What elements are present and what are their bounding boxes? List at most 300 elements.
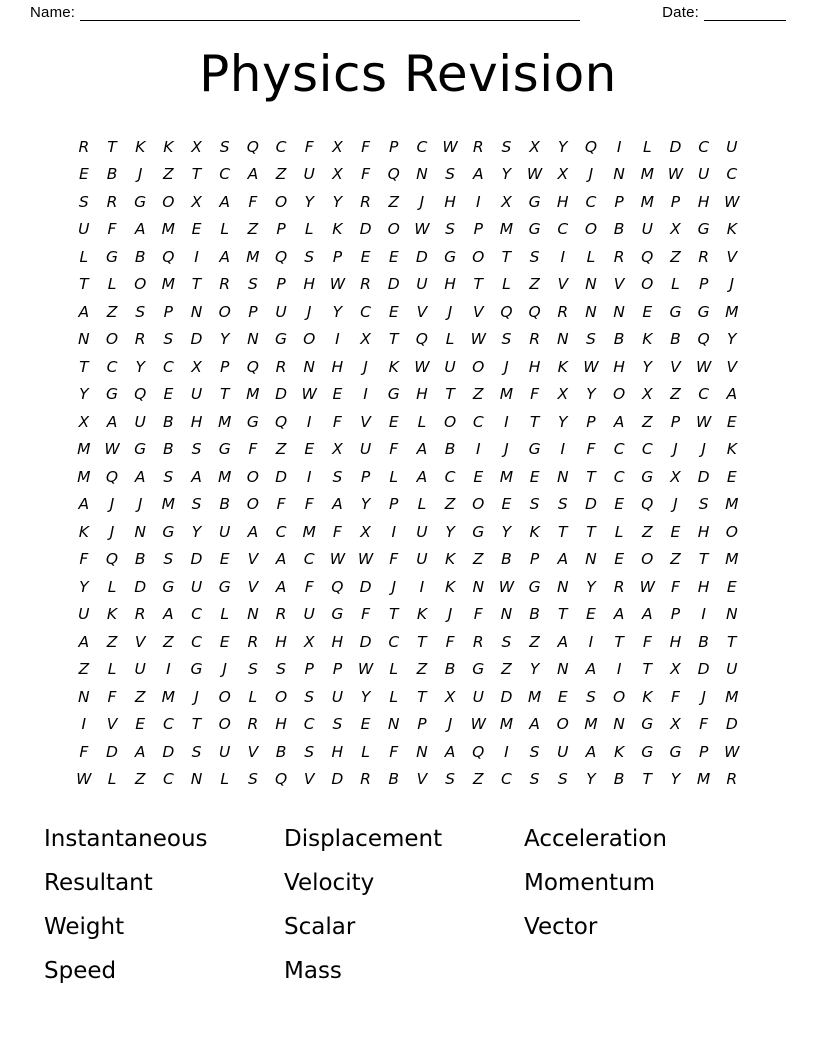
grid-cell[interactable]: E [557, 687, 569, 706]
grid-cell[interactable]: V [247, 742, 259, 761]
grid-cell[interactable]: E [191, 220, 202, 239]
grid-cell[interactable]: F [332, 522, 343, 541]
grid-cell[interactable]: T [529, 412, 540, 431]
grid-cell[interactable]: Y [558, 412, 568, 431]
grid-cell[interactable]: W [695, 412, 712, 431]
grid-cell[interactable]: M [499, 385, 514, 404]
grid-cell[interactable]: X [670, 715, 682, 734]
grid-cell[interactable]: V [416, 770, 428, 789]
grid-cell[interactable]: P [276, 275, 287, 294]
grid-cell[interactable]: G [472, 522, 485, 541]
grid-cell[interactable]: A [444, 742, 456, 761]
grid-cell[interactable]: F [107, 220, 117, 239]
grid-cell[interactable]: W [583, 357, 600, 376]
grid-cell[interactable]: A [191, 467, 203, 486]
grid-cell[interactable]: J [729, 275, 735, 294]
grid-cell[interactable]: N [190, 770, 203, 789]
grid-cell[interactable]: E [360, 247, 371, 266]
grid-cell[interactable]: C [162, 715, 175, 734]
grid-cell[interactable]: G [528, 577, 542, 596]
grid-cell[interactable]: S [247, 660, 259, 679]
grid-cell[interactable]: U [219, 522, 231, 541]
grid-cell[interactable]: D [584, 495, 598, 514]
grid-cell[interactable]: J [504, 357, 510, 376]
grid-cell[interactable]: A [219, 247, 231, 266]
grid-cell[interactable]: Z [106, 302, 118, 321]
grid-cell[interactable]: I [504, 412, 510, 431]
word-list-item[interactable]: Vector [524, 914, 598, 940]
grid-cell[interactable]: E [135, 715, 146, 734]
grid-cell[interactable]: K [557, 357, 569, 376]
grid-cell[interactable]: I [363, 385, 369, 404]
grid-cell[interactable]: Y [332, 192, 343, 211]
grid-cell[interactable]: S [529, 770, 540, 789]
grid-cell[interactable]: R [78, 137, 90, 156]
grid-cell[interactable]: B [670, 330, 682, 349]
grid-cell[interactable]: X [557, 385, 569, 404]
grid-cell[interactable]: W [329, 550, 346, 569]
grid-cell[interactable]: J [673, 440, 679, 459]
grid-cell[interactable]: M [161, 275, 176, 294]
grid-cell[interactable]: N [78, 687, 91, 706]
grid-cell[interactable]: S [445, 770, 456, 789]
grid-cell[interactable]: H [303, 275, 316, 294]
grid-cell[interactable]: H [331, 742, 344, 761]
grid-cell[interactable]: I [616, 137, 622, 156]
grid-cell[interactable]: N [556, 577, 570, 596]
grid-cell[interactable]: Q [105, 467, 119, 486]
grid-cell[interactable]: N [613, 715, 626, 734]
word-list-item[interactable]: Velocity [284, 870, 375, 896]
grid-cell[interactable]: L [107, 770, 117, 789]
grid-cell[interactable]: Z [275, 440, 287, 459]
grid-cell[interactable]: C [191, 605, 203, 624]
grid-cell[interactable]: Y [501, 522, 512, 541]
grid-cell[interactable]: U [190, 385, 203, 404]
grid-cell[interactable]: K [444, 550, 456, 569]
grid-cell[interactable]: G [218, 440, 232, 459]
grid-cell[interactable]: O [218, 715, 232, 734]
grid-cell[interactable]: P [473, 220, 484, 239]
grid-cell[interactable]: L [586, 247, 596, 266]
grid-cell[interactable]: U [190, 577, 203, 596]
grid-cell[interactable]: G [387, 385, 401, 404]
grid-cell[interactable]: W [724, 192, 740, 211]
grid-cell[interactable]: X [332, 165, 344, 184]
grid-cell[interactable]: X [191, 192, 203, 211]
grid-cell[interactable]: L [389, 467, 399, 486]
grid-cell[interactable]: K [726, 220, 738, 239]
grid-cell[interactable]: U [416, 275, 429, 294]
grid-cell[interactable]: Z [641, 412, 654, 431]
grid-cell[interactable]: Y [304, 192, 315, 211]
grid-cell[interactable]: F [79, 742, 89, 761]
grid-cell[interactable]: E [388, 302, 400, 321]
grid-cell[interactable]: L [220, 220, 230, 239]
grid-cell[interactable]: S [501, 137, 512, 156]
grid-cell[interactable]: S [135, 302, 146, 321]
grid-cell[interactable]: R [247, 715, 259, 734]
grid-cell[interactable]: A [585, 742, 597, 761]
grid-cell[interactable]: M [246, 385, 261, 404]
word-list-item[interactable]: Speed [44, 958, 117, 984]
grid-cell[interactable]: L [614, 522, 624, 541]
grid-cell[interactable]: L [417, 412, 427, 431]
grid-cell[interactable]: B [163, 440, 175, 459]
grid-cell[interactable]: F [79, 550, 89, 569]
grid-cell[interactable]: U [303, 165, 316, 184]
grid-cell[interactable]: S [529, 247, 540, 266]
grid-cell[interactable]: C [557, 220, 569, 239]
grid-cell[interactable]: T [107, 137, 118, 156]
grid-cell[interactable]: N [134, 522, 147, 541]
grid-cell[interactable]: A [726, 385, 738, 404]
grid-cell[interactable]: F [389, 742, 399, 761]
grid-cell[interactable]: N [585, 302, 598, 321]
grid-cell[interactable]: C [303, 715, 316, 734]
grid-cell[interactable]: O [641, 275, 654, 294]
grid-cell[interactable]: P [614, 192, 625, 211]
grid-cell[interactable]: L [220, 605, 230, 624]
grid-cell[interactable]: Y [135, 357, 146, 376]
grid-cell[interactable]: P [248, 302, 259, 321]
grid-cell[interactable]: Q [500, 302, 514, 321]
grid-cell[interactable]: N [416, 742, 429, 761]
grid-cell[interactable]: Z [163, 632, 175, 651]
grid-cell[interactable]: B [529, 605, 541, 624]
grid-cell[interactable]: T [445, 385, 456, 404]
grid-cell[interactable]: K [332, 220, 343, 239]
grid-cell[interactable]: J [109, 522, 115, 541]
grid-cell[interactable]: T [417, 632, 428, 651]
grid-cell[interactable]: H [697, 192, 710, 211]
grid-cell[interactable]: P [670, 192, 681, 211]
grid-cell[interactable]: C [472, 412, 485, 431]
grid-cell[interactable]: X [670, 467, 682, 486]
grid-cell[interactable]: Q [697, 330, 711, 349]
grid-cell[interactable]: N [472, 577, 485, 596]
word-list-item[interactable]: Weight [44, 914, 125, 940]
grid-cell[interactable]: J [222, 660, 228, 679]
grid-cell[interactable]: X [557, 165, 569, 184]
grid-cell[interactable]: T [79, 357, 90, 376]
grid-cell[interactable]: W [76, 770, 92, 789]
grid-cell[interactable]: M [725, 687, 739, 706]
grid-cell[interactable]: S [529, 742, 540, 761]
grid-cell[interactable]: B [613, 330, 625, 349]
grid-cell[interactable]: S [163, 330, 174, 349]
grid-cell[interactable]: A [416, 467, 428, 486]
grid-cell[interactable]: H [613, 357, 626, 376]
grid-cell[interactable]: S [247, 275, 259, 294]
grid-cell[interactable]: M [527, 687, 542, 706]
grid-cell[interactable]: I [588, 632, 594, 651]
grid-cell[interactable]: T [191, 165, 202, 184]
grid-cell[interactable]: Y [219, 330, 230, 349]
grid-cell[interactable]: K [642, 330, 653, 349]
grid-cell[interactable]: E [529, 467, 540, 486]
grid-cell[interactable]: G [444, 247, 457, 266]
grid-cell[interactable]: K [163, 137, 174, 156]
grid-cell[interactable]: Y [642, 357, 653, 376]
grid-cell[interactable]: N [500, 605, 513, 624]
grid-cell[interactable]: G [246, 412, 260, 431]
grid-cell[interactable]: X [191, 357, 203, 376]
grid-cell[interactable]: G [275, 330, 288, 349]
grid-cell[interactable]: I [560, 247, 566, 266]
grid-cell[interactable]: C [698, 385, 710, 404]
grid-cell[interactable]: E [670, 522, 681, 541]
grid-cell[interactable]: R [698, 247, 710, 266]
grid-cell[interactable]: S [78, 192, 90, 211]
grid-cell[interactable]: P [304, 660, 315, 679]
grid-cell[interactable]: T [79, 275, 90, 294]
grid-cell[interactable]: I [419, 577, 425, 596]
grid-cell[interactable]: O [584, 220, 598, 239]
grid-cell[interactable]: Z [247, 220, 259, 239]
grid-cell[interactable]: J [673, 495, 679, 514]
grid-cell[interactable]: A [613, 605, 625, 624]
grid-cell[interactable]: K [106, 605, 118, 624]
grid-cell[interactable]: S [304, 687, 315, 706]
grid-cell[interactable]: A [219, 192, 231, 211]
grid-cell[interactable]: X [501, 192, 513, 211]
grid-cell[interactable]: P [417, 715, 428, 734]
grid-cell[interactable]: M [161, 220, 176, 239]
grid-cell[interactable]: I [335, 330, 341, 349]
grid-cell[interactable]: D [162, 742, 175, 761]
grid-cell[interactable]: L [107, 577, 117, 596]
grid-cell[interactable]: M [725, 302, 739, 321]
grid-cell[interactable]: F [304, 577, 315, 596]
grid-cell[interactable]: C [698, 137, 710, 156]
grid-cell[interactable]: U [557, 742, 569, 761]
grid-cell[interactable]: F [248, 440, 258, 459]
grid-cell[interactable]: G [528, 220, 542, 239]
grid-cell[interactable]: G [669, 302, 682, 321]
grid-cell[interactable]: V [247, 577, 259, 596]
grid-cell[interactable]: R [219, 275, 231, 294]
grid-cell[interactable]: T [191, 715, 202, 734]
grid-cell[interactable]: S [501, 632, 512, 651]
grid-cell[interactable]: Y [586, 770, 597, 789]
grid-cell[interactable]: N [556, 467, 570, 486]
grid-cell[interactable]: C [191, 632, 203, 651]
grid-cell[interactable]: F [445, 632, 456, 651]
grid-cell[interactable]: H [444, 275, 457, 294]
grid-cell[interactable]: Z [529, 275, 541, 294]
grid-cell[interactable]: V [134, 632, 146, 651]
grid-cell[interactable]: E [726, 577, 738, 596]
grid-cell[interactable]: G [641, 742, 654, 761]
grid-cell[interactable]: C [303, 550, 316, 569]
grid-cell[interactable]: Q [584, 137, 598, 156]
grid-cell[interactable]: S [332, 715, 343, 734]
grid-cell[interactable]: Z [275, 165, 287, 184]
grid-cell[interactable]: O [556, 715, 570, 734]
grid-cell[interactable]: Q [162, 247, 175, 266]
grid-cell[interactable]: B [613, 220, 625, 239]
grid-cell[interactable]: R [557, 302, 569, 321]
grid-cell[interactable]: I [306, 467, 312, 486]
grid-cell[interactable]: N [585, 550, 598, 569]
grid-cell[interactable]: G [190, 660, 204, 679]
grid-cell[interactable]: V [303, 770, 316, 789]
grid-cell[interactable]: N [613, 165, 626, 184]
grid-cell[interactable]: M [246, 247, 261, 266]
grid-cell[interactable]: V [557, 275, 569, 294]
grid-cell[interactable]: H [697, 577, 710, 596]
grid-cell[interactable]: S [332, 467, 343, 486]
grid-cell[interactable]: A [163, 605, 175, 624]
grid-cell[interactable]: Q [641, 495, 654, 514]
grid-cell[interactable]: C [162, 357, 175, 376]
grid-cell[interactable]: L [417, 495, 427, 514]
grid-cell[interactable]: I [391, 522, 397, 541]
grid-cell[interactable]: E [473, 467, 484, 486]
grid-cell[interactable]: B [134, 247, 146, 266]
grid-cell[interactable]: Z [134, 687, 146, 706]
grid-cell[interactable]: U [331, 687, 344, 706]
grid-cell[interactable]: F [389, 550, 399, 569]
grid-cell[interactable]: G [528, 192, 542, 211]
grid-cell[interactable]: G [134, 192, 147, 211]
grid-cell[interactable]: U [134, 660, 147, 679]
grid-cell[interactable]: R [613, 247, 625, 266]
grid-cell[interactable]: K [416, 605, 428, 624]
grid-cell[interactable]: D [359, 632, 373, 651]
grid-cell[interactable]: V [247, 550, 259, 569]
grid-cell[interactable]: S [557, 495, 569, 514]
grid-cell[interactable]: O [134, 275, 147, 294]
grid-cell[interactable]: O [472, 357, 485, 376]
grid-cell[interactable]: V [613, 275, 625, 294]
grid-cell[interactable]: P [163, 302, 174, 321]
grid-cell[interactable]: E [726, 412, 738, 431]
grid-cell[interactable]: T [558, 605, 568, 624]
grid-cell[interactable]: B [388, 770, 400, 789]
grid-cell[interactable]: S [191, 495, 202, 514]
grid-cell[interactable]: O [218, 302, 232, 321]
grid-cell[interactable]: I [504, 742, 510, 761]
grid-cell[interactable]: D [387, 275, 401, 294]
grid-cell[interactable]: Z [388, 192, 400, 211]
grid-cell[interactable]: H [697, 522, 710, 541]
grid-cell[interactable]: X [641, 385, 654, 404]
grid-cell[interactable]: N [556, 660, 570, 679]
grid-cell[interactable]: B [106, 165, 118, 184]
grid-cell[interactable]: T [586, 522, 597, 541]
grid-cell[interactable]: J [391, 577, 397, 596]
grid-cell[interactable]: S [698, 495, 710, 514]
grid-cell[interactable]: M [161, 687, 176, 706]
grid-cell[interactable]: A [134, 742, 146, 761]
grid-cell[interactable]: E [388, 412, 400, 431]
grid-cell[interactable]: M [696, 770, 711, 789]
grid-cell[interactable]: G [134, 440, 147, 459]
grid-cell[interactable]: W [357, 550, 374, 569]
grid-cell[interactable]: L [445, 330, 455, 349]
grid-cell[interactable]: G [331, 605, 344, 624]
grid-cell[interactable]: M [499, 220, 514, 239]
word-list-item[interactable]: Mass [284, 958, 342, 984]
grid-cell[interactable]: M [218, 467, 232, 486]
grid-cell[interactable]: A [134, 467, 146, 486]
grid-cell[interactable]: D [669, 137, 682, 156]
grid-cell[interactable]: N [725, 605, 739, 624]
grid-cell[interactable]: P [389, 137, 399, 156]
grid-cell[interactable]: K [614, 742, 625, 761]
grid-cell[interactable]: A [332, 495, 344, 514]
grid-cell[interactable]: A [641, 605, 654, 624]
grid-cell[interactable]: F [361, 137, 371, 156]
grid-cell[interactable]: S [445, 165, 456, 184]
grid-cell[interactable]: I [616, 660, 622, 679]
grid-cell[interactable]: C [444, 467, 456, 486]
grid-cell[interactable]: I [166, 660, 172, 679]
grid-cell[interactable]: F [361, 165, 371, 184]
grid-cell[interactable]: H [275, 632, 288, 651]
grid-cell[interactable]: P [360, 467, 371, 486]
grid-cell[interactable]: X [360, 522, 372, 541]
grid-cell[interactable]: P [698, 742, 709, 761]
grid-cell[interactable]: G [162, 522, 175, 541]
grid-cell[interactable]: L [389, 687, 399, 706]
grid-cell[interactable]: U [697, 165, 710, 184]
grid-cell[interactable]: D [359, 220, 373, 239]
grid-cell[interactable]: A [557, 550, 569, 569]
word-list-item[interactable]: Acceleration [524, 826, 667, 852]
grid-cell[interactable]: C [275, 137, 287, 156]
grid-cell[interactable]: A [247, 522, 259, 541]
grid-cell[interactable]: G [641, 467, 654, 486]
grid-cell[interactable]: A [472, 165, 485, 184]
grid-cell[interactable]: G [472, 660, 485, 679]
grid-cell[interactable]: Y [445, 522, 456, 541]
grid-cell[interactable]: O [274, 687, 288, 706]
grid-cell[interactable]: D [190, 550, 203, 569]
grid-cell[interactable]: B [444, 660, 456, 679]
grid-cell[interactable]: M [302, 522, 317, 541]
grid-cell[interactable]: J [447, 605, 453, 624]
grid-cell[interactable]: A [529, 715, 541, 734]
grid-cell[interactable]: F [670, 687, 681, 706]
grid-cell[interactable]: Q [331, 577, 344, 596]
grid-cell[interactable]: O [246, 495, 260, 514]
grid-cell[interactable]: W [414, 220, 431, 239]
grid-cell[interactable]: U [444, 357, 457, 376]
grid-cell[interactable]: N [613, 302, 626, 321]
grid-cell[interactable]: W [498, 577, 515, 596]
grid-cell[interactable]: E [501, 495, 512, 514]
grid-cell[interactable]: U [359, 440, 372, 459]
grid-cell[interactable]: O [443, 412, 457, 431]
grid-cell[interactable]: I [475, 192, 482, 211]
grid-cell[interactable]: E [78, 165, 90, 184]
grid-cell[interactable]: U [78, 605, 91, 624]
grid-cell[interactable]: N [190, 302, 203, 321]
grid-cell[interactable]: X [78, 412, 90, 431]
grid-cell[interactable]: E [332, 385, 343, 404]
grid-cell[interactable]: W [301, 385, 318, 404]
grid-cell[interactable]: F [248, 192, 258, 211]
grid-cell[interactable]: Q [528, 302, 542, 321]
grid-cell[interactable]: W [104, 440, 121, 459]
grid-cell[interactable]: T [473, 275, 484, 294]
grid-cell[interactable]: Y [586, 385, 597, 404]
grid-cell[interactable]: N [303, 357, 316, 376]
grid-cell[interactable]: B [444, 440, 456, 459]
